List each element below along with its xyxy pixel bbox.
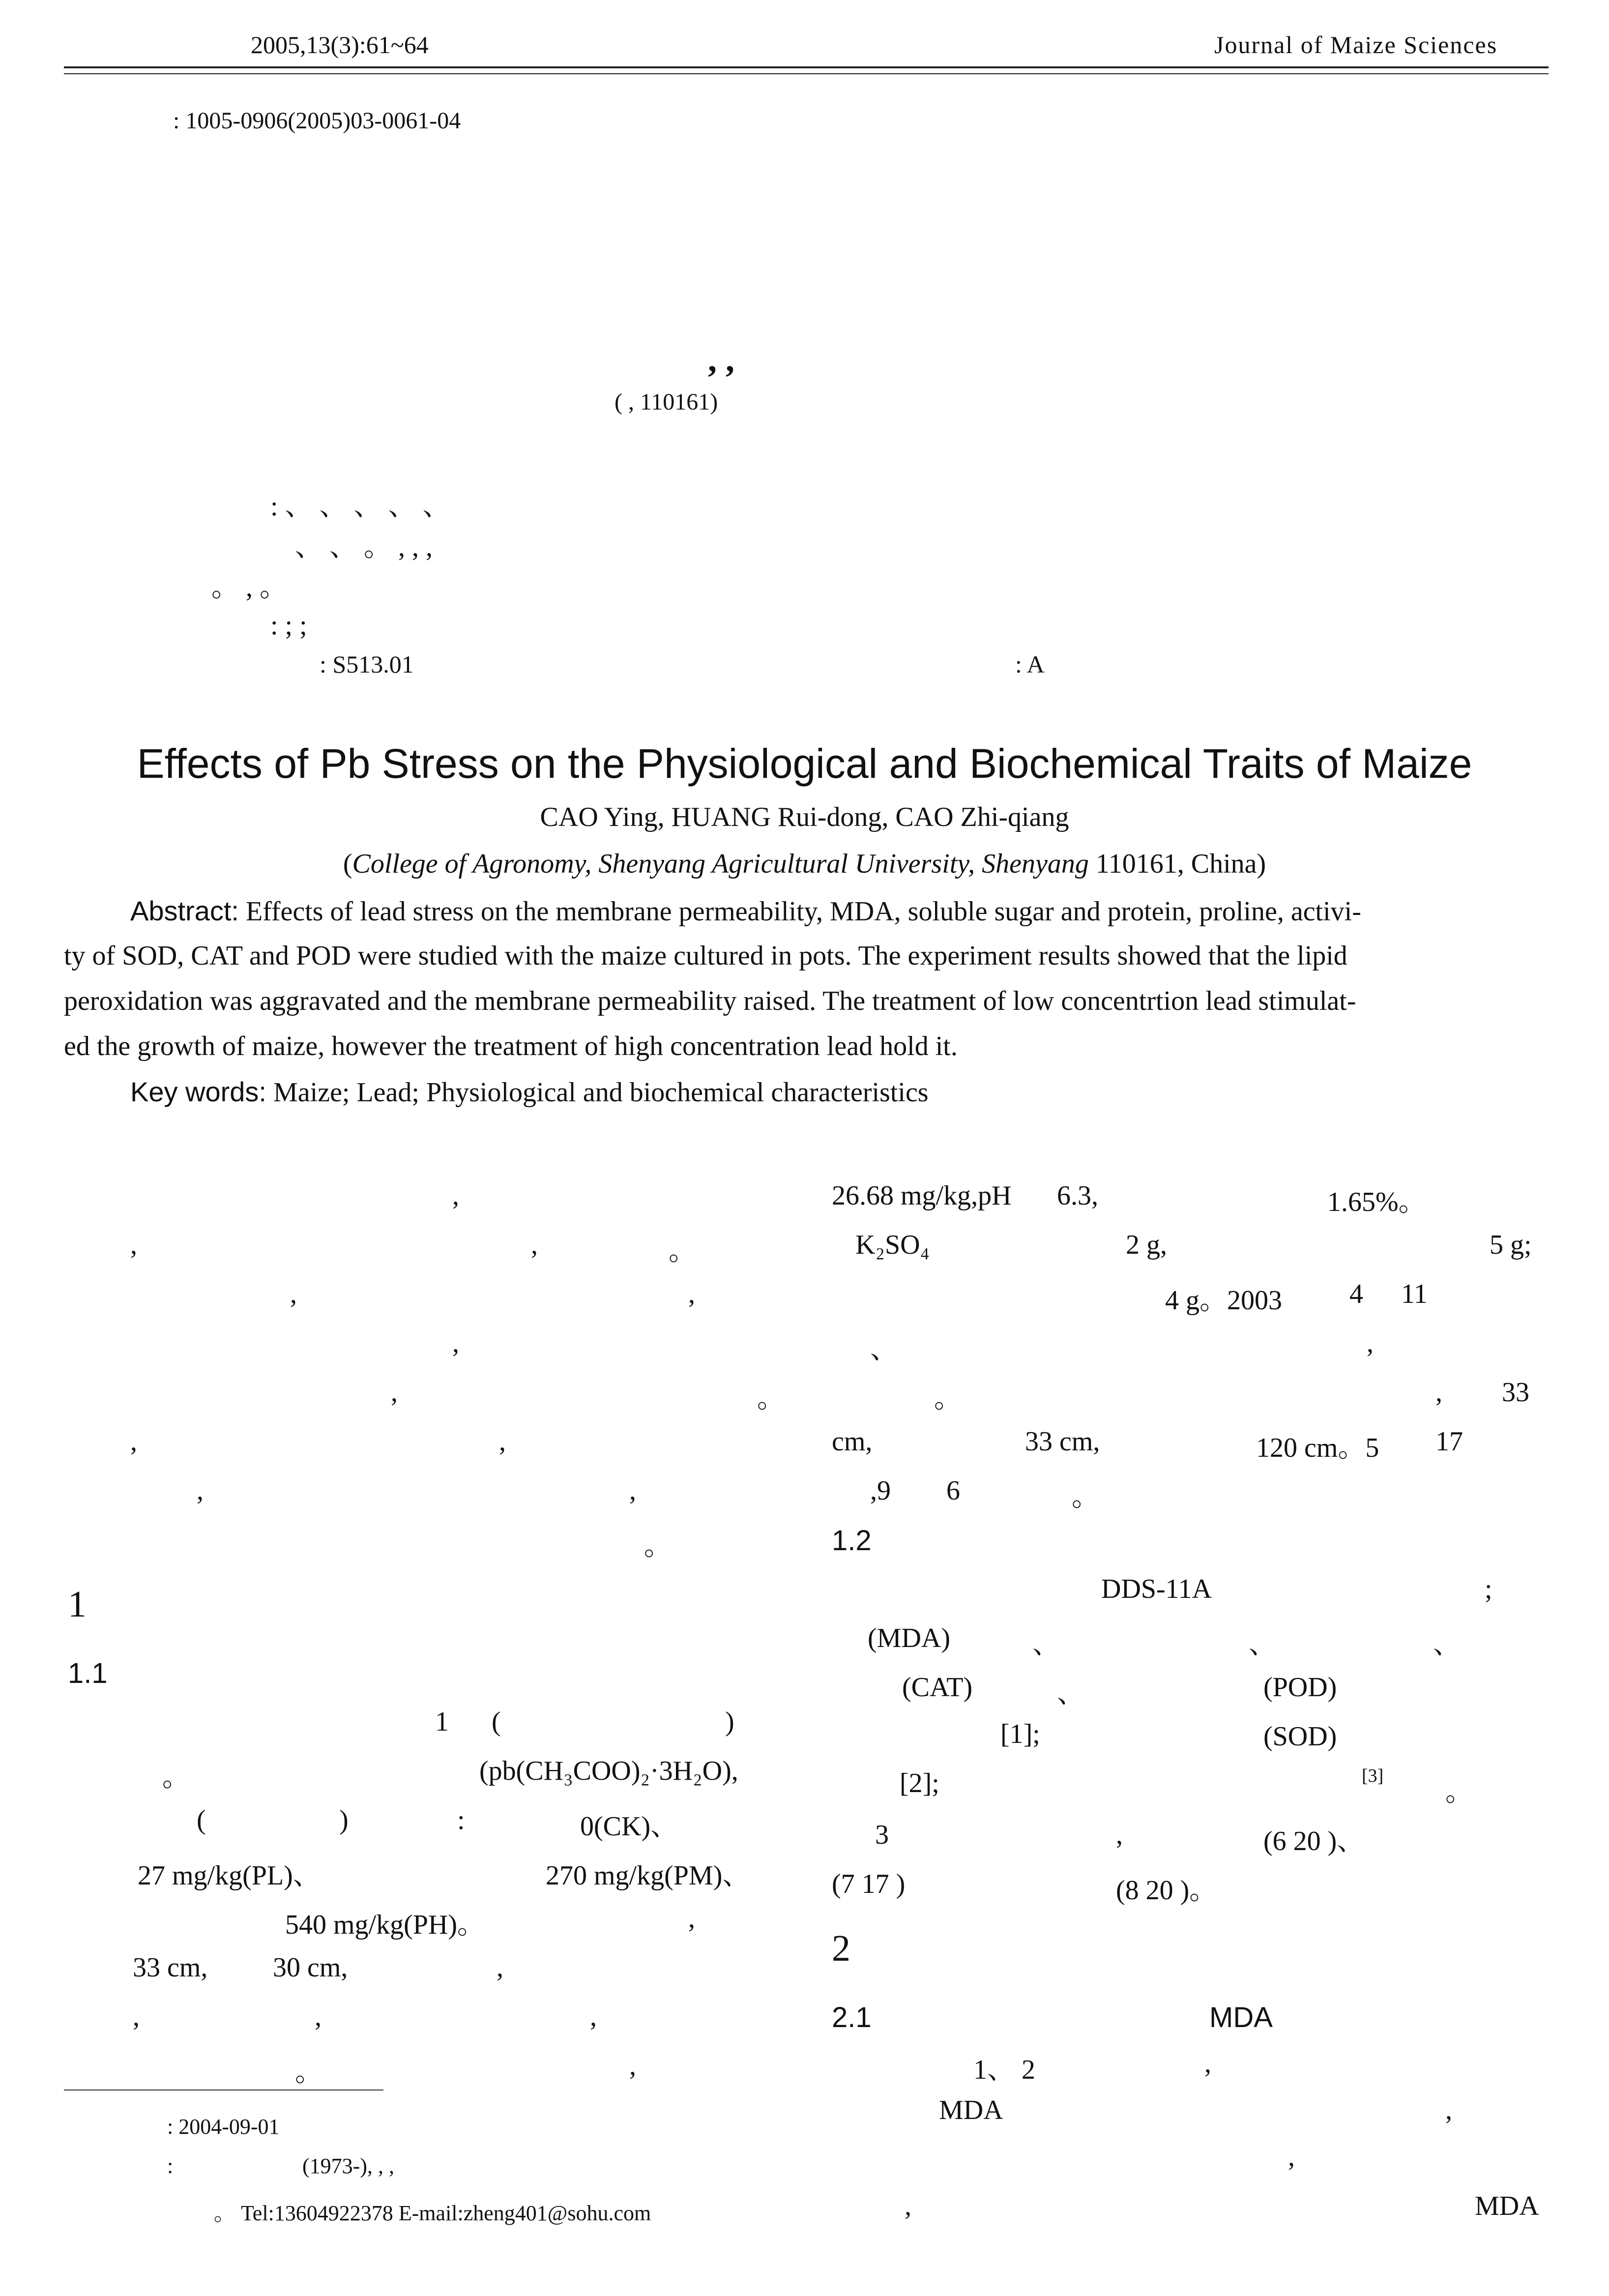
section-2-number: 2 xyxy=(832,1928,850,1969)
left-l5b: 。 xyxy=(757,1383,785,1414)
left-l3b: , xyxy=(688,1279,695,1309)
footnote-author-b: (1973-), , , xyxy=(302,2154,394,2178)
left-l3a: , xyxy=(290,1279,297,1309)
left-m1a: 1 xyxy=(435,1707,449,1737)
right-r12b: [3] xyxy=(1362,1766,1384,1786)
left-m1c: ) xyxy=(725,1707,734,1737)
left-m1b: ( xyxy=(492,1707,501,1737)
right-r9d: 、 xyxy=(1433,1629,1461,1660)
header-journal: Journal of Maize Sciences xyxy=(1214,31,1498,59)
left-m6b: 30 cm, xyxy=(273,1952,348,1983)
left-m5a: 540 mg/kg(PH)。 xyxy=(285,1910,485,1940)
right-r7b: 6 xyxy=(946,1475,960,1506)
section-1-number: 1 xyxy=(68,1584,87,1625)
right-r13c: (6 20 )、 xyxy=(1263,1826,1365,1856)
right-r11b: (SOD) xyxy=(1263,1721,1337,1752)
left-l2c: 。 xyxy=(669,1236,696,1266)
right-r13b: , xyxy=(1116,1820,1123,1850)
keywords-text: Maize; Lead; Physiological and biochemical characteristics xyxy=(273,1077,929,1108)
right-r3c: 11 xyxy=(1401,1279,1428,1309)
right-r4a: 、 xyxy=(870,1334,898,1365)
keywords-cn: : ; ; xyxy=(270,610,307,641)
right-r1b: 6.3, xyxy=(1057,1180,1098,1211)
abstract-line-1: Effects of lead stress on the membrane permeability, MDA, soluble sugar and protein, proline, activi- xyxy=(245,896,1361,927)
left-m3a: ( xyxy=(197,1805,206,1835)
right-r2b: 2 g, xyxy=(1126,1230,1167,1260)
right-r6a: cm, xyxy=(832,1426,873,1457)
right-r12a: [2]; xyxy=(900,1768,939,1798)
left-m3b: ) xyxy=(339,1805,349,1835)
right-r7c: 。 xyxy=(1072,1482,1099,1512)
right-r3b: 4 xyxy=(1349,1279,1363,1309)
footnote-contact: 。 Tel:13604922378 E-mail:zheng401@sohu.com xyxy=(214,2201,651,2225)
left-m6a: 33 cm, xyxy=(133,1952,208,1983)
keywords-label: Key words: xyxy=(130,1076,266,1107)
right-r7a: ,9 xyxy=(870,1475,891,1506)
left-m5b: , xyxy=(688,1903,695,1934)
left-l2a: , xyxy=(130,1230,137,1260)
left-m3c: : xyxy=(457,1805,465,1835)
right-r9a: (MDA) xyxy=(868,1623,950,1653)
header-rule-bottom xyxy=(64,73,1549,74)
footnote-author-a: : xyxy=(167,2154,174,2178)
left-l2b: , xyxy=(531,1230,538,1260)
section-2-1-mda: MDA xyxy=(1209,2002,1273,2033)
abstract-cn-line2: 、 、 。 , , , xyxy=(295,532,433,562)
section-2-1-number: 2.1 xyxy=(832,2002,872,2033)
english-abstract-line3: peroxidation was aggravated and the membrane permeability raised. The treatment of low concentrtion lead stimulat- xyxy=(64,986,1356,1016)
right-r10b: 、 xyxy=(1057,1678,1084,1709)
right-r8b: ; xyxy=(1485,1574,1492,1604)
abstract-cn-line3: 。 , 。 xyxy=(211,572,287,603)
right-r5c: 33 xyxy=(1502,1377,1529,1408)
right-r1a: 26.68 mg/kg,pH xyxy=(832,1180,1012,1211)
left-m7c: , xyxy=(590,2002,597,2032)
left-m2a: 。 xyxy=(162,1762,190,1793)
left-m4a: 27 mg/kg(PL)、 xyxy=(138,1860,321,1891)
section-1-2-number: 1.2 xyxy=(832,1525,872,1557)
right-r2a: K₂SO₄ xyxy=(855,1230,930,1260)
left-l4: , xyxy=(452,1328,459,1358)
right-r2c: 5 g; xyxy=(1490,1230,1532,1260)
right-r13a: 3 xyxy=(875,1820,889,1850)
abstract-cn-line1: : 、 、 、 、 、 xyxy=(270,491,450,522)
left-m8b: , xyxy=(629,2051,636,2081)
english-affiliation xyxy=(0,848,1609,880)
right-r3a: 4 g。2003 xyxy=(1165,1285,1282,1316)
right-r9c: 、 xyxy=(1249,1629,1276,1660)
affiliation-tail: 110161, China) xyxy=(1095,849,1266,879)
affiliation-cn: ( , 110161) xyxy=(614,389,718,415)
left-m3d: 0(CK)、 xyxy=(580,1811,678,1842)
affiliation-italic: College of Agronomy, Shenyang Agricultural University, Shenyang xyxy=(352,849,1089,879)
right-r12c: 。 xyxy=(1445,1777,1473,1807)
left-m2b: (pb(CH₃COO)₂·3H₂O), xyxy=(479,1756,738,1786)
english-keywords xyxy=(130,1076,929,1108)
right-r6c: 120 cm。5 xyxy=(1256,1433,1379,1463)
english-abstract-line1 xyxy=(130,895,1361,927)
right-r8a: DDS-11A xyxy=(1101,1574,1212,1604)
english-title: Effects of Pb Stress on the Physiological and Biochemical Traits of Maize xyxy=(137,740,1472,787)
footnote-received: : 2004-09-01 xyxy=(167,2115,280,2139)
left-l5a: , xyxy=(391,1377,398,1408)
right-r5a: 。 xyxy=(934,1383,962,1414)
section-1-1-number: 1.1 xyxy=(68,1657,108,1689)
left-m7a: , xyxy=(133,2002,140,2032)
left-l6b: , xyxy=(499,1426,506,1457)
header-citation: 2005,13(3):61~64 xyxy=(251,31,429,59)
left-l7a: , xyxy=(197,1475,204,1506)
english-authors: CAO Ying, HUANG Rui-dong, CAO Zhi-qiang xyxy=(540,802,1069,832)
class-number: : S513.01 xyxy=(320,650,414,678)
right-r17: , xyxy=(1288,2142,1295,2172)
right-r14a: (7 17 ) xyxy=(832,1869,906,1899)
english-abstract-line4: ed the growth of maize, however the treatment of high concentration lead hold it. xyxy=(64,1031,958,1061)
right-r16b: , xyxy=(1445,2095,1452,2125)
authors-cn: , , xyxy=(708,340,734,379)
header-rule-top xyxy=(64,66,1549,68)
left-m8a: 。 xyxy=(295,2057,322,2088)
right-r18a: , xyxy=(905,2191,911,2221)
right-r10a: (CAT) xyxy=(902,1672,973,1703)
article-id: : 1005-0906(2005)03-0061-04 xyxy=(173,108,461,134)
left-m7b: , xyxy=(315,2002,322,2032)
left-l6a: , xyxy=(130,1426,137,1457)
right-r15b: , xyxy=(1204,2048,1211,2079)
right-r15a: 1、 2 xyxy=(973,2055,1035,2085)
right-r10c: (POD) xyxy=(1263,1672,1337,1703)
affiliation-open: ( xyxy=(343,849,352,879)
right-r9b: 、 xyxy=(1032,1629,1060,1660)
document-code: : A xyxy=(1015,650,1045,678)
left-l1: , xyxy=(452,1180,459,1211)
left-l8: 。 xyxy=(644,1531,672,1561)
left-l7b: , xyxy=(629,1475,636,1506)
left-m4b: 270 mg/kg(PM)、 xyxy=(546,1860,750,1891)
right-r16a: MDA xyxy=(939,2095,1003,2125)
left-m6c: , xyxy=(497,1952,503,1983)
right-r11a: [1]; xyxy=(1000,1719,1040,1749)
english-abstract-line2: ty of SOD, CAT and POD were studied with the maize cultured in pots. The experiment results showed that the lipid xyxy=(64,941,1347,971)
right-r6d: 17 xyxy=(1435,1426,1463,1457)
right-r14b: (8 20 )。 xyxy=(1116,1875,1217,1906)
right-r1c: 1.65%。 xyxy=(1327,1187,1426,1217)
abstract-label: Abstract: xyxy=(130,895,239,926)
right-r4b: , xyxy=(1367,1328,1374,1358)
right-r18b: MDA xyxy=(1475,2191,1539,2221)
right-r6b: 33 cm, xyxy=(1025,1426,1100,1457)
right-r5b: , xyxy=(1435,1377,1442,1408)
